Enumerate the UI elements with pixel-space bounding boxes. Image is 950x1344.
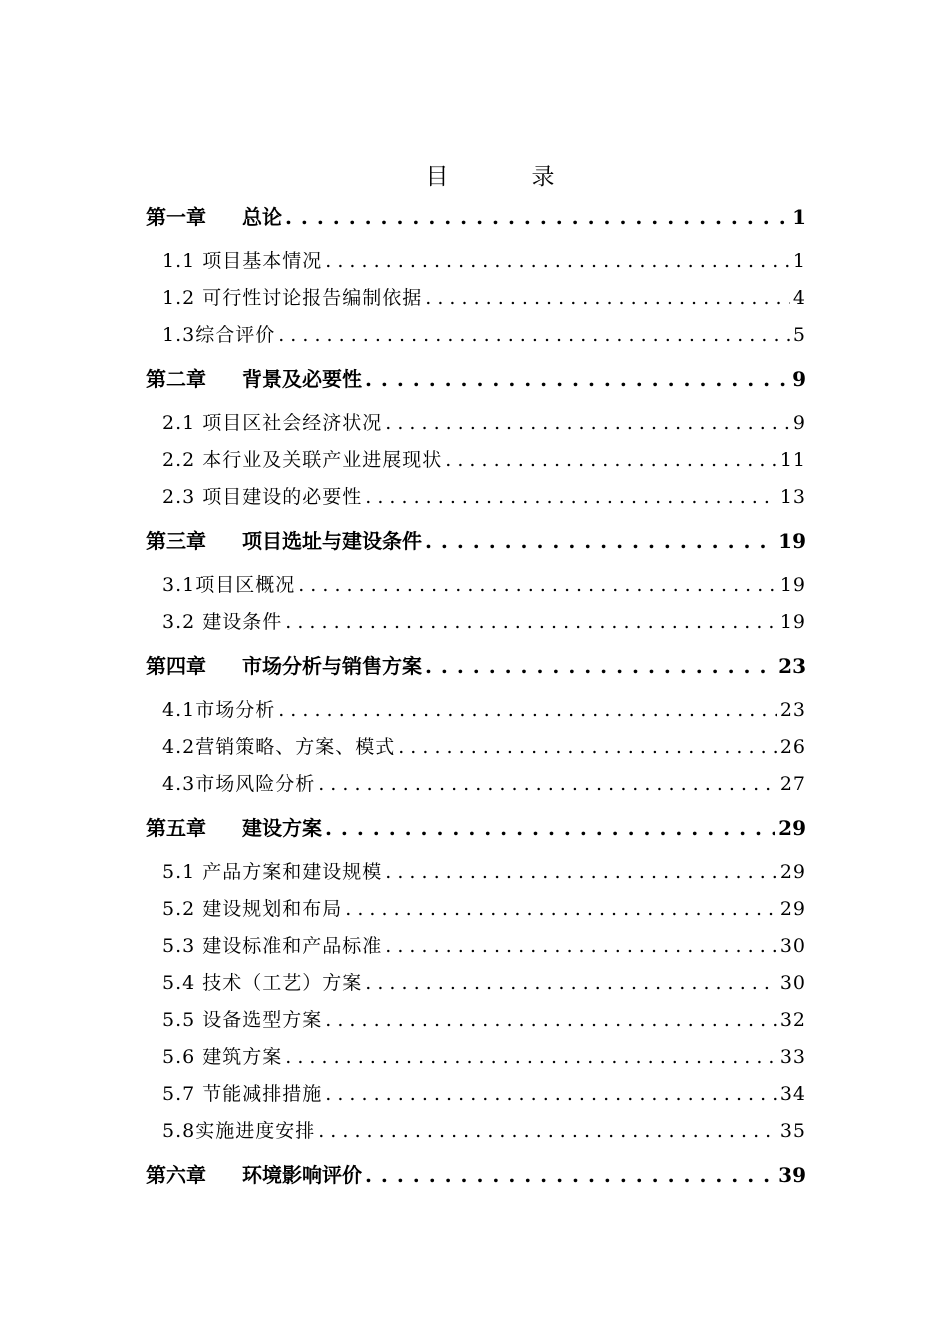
dot-leader <box>365 1158 775 1192</box>
page-number: 35 <box>779 1120 806 1142</box>
toc-chapter-entry[interactable] <box>146 811 806 845</box>
dot-leader <box>385 405 790 442</box>
page-number: 9 <box>792 367 806 391</box>
dot-leader <box>425 649 775 683</box>
page-number: 29 <box>779 861 806 883</box>
chapter-number: 第一章 <box>146 205 206 229</box>
toc-section-entry[interactable] <box>146 243 806 280</box>
section-label: 4.3市场风险分析 <box>162 773 316 795</box>
dot-leader <box>365 965 777 1002</box>
section-label: 5.2 建设规划和布局 <box>162 898 343 920</box>
page-number: 39 <box>778 1163 806 1187</box>
section-label: 5.3 建设标准和产品标准 <box>162 935 383 957</box>
chapter-title: 背景及必要性 <box>242 367 362 391</box>
toc-section-entry[interactable] <box>146 1002 806 1039</box>
page-number: 30 <box>779 935 806 957</box>
dot-leader <box>325 811 775 845</box>
section-label: 5.7 节能减排措施 <box>162 1083 323 1105</box>
dot-leader <box>398 729 777 766</box>
page-number: 19 <box>779 574 806 596</box>
page-number: 30 <box>779 972 806 994</box>
page-number: 27 <box>779 773 806 795</box>
toc-chapter-entry[interactable] <box>146 200 806 234</box>
section-label: 4.2营销策略、方案、模式 <box>162 736 396 758</box>
dot-leader <box>278 692 777 729</box>
page-number: 1 <box>792 205 806 229</box>
dot-leader <box>365 479 777 516</box>
page-number: 26 <box>779 736 806 758</box>
page-number: 19 <box>778 529 806 553</box>
toc-section-entry[interactable] <box>146 891 806 928</box>
toc-section-entry[interactable] <box>146 479 806 516</box>
dot-leader <box>325 243 790 280</box>
toc-section-entry[interactable] <box>146 729 806 766</box>
chapter-title: 建设方案 <box>242 816 322 840</box>
dot-leader <box>278 317 790 354</box>
page-number: 23 <box>778 654 806 678</box>
toc-section-entry[interactable] <box>146 928 806 965</box>
section-label: 5.8实施进度安排 <box>162 1120 316 1142</box>
toc-section-entry[interactable] <box>146 1113 806 1150</box>
dot-leader <box>425 280 790 317</box>
page-number: 1 <box>792 250 806 272</box>
page-number: 34 <box>779 1083 806 1105</box>
toc-section-entry[interactable] <box>146 405 806 442</box>
section-label: 5.1 产品方案和建设规模 <box>162 861 383 883</box>
dot-leader <box>385 928 777 965</box>
toc-section-entry[interactable] <box>146 317 806 354</box>
toc-chapter-entry[interactable] <box>146 524 806 558</box>
section-label: 3.1项目区概况 <box>162 574 296 596</box>
chapter-title: 市场分析与销售方案 <box>242 654 422 678</box>
dot-leader <box>298 567 777 604</box>
page-number: 33 <box>779 1046 806 1068</box>
chapter-title: 环境影响评价 <box>242 1163 362 1187</box>
page-number: 9 <box>792 412 806 434</box>
section-label: 1.1 项目基本情况 <box>162 250 323 272</box>
dot-leader <box>385 854 777 891</box>
page-number: 29 <box>779 898 806 920</box>
dot-leader <box>318 1113 777 1150</box>
toc-section-entry[interactable] <box>146 1039 806 1076</box>
toc-section-entry[interactable] <box>146 1076 806 1113</box>
dot-leader <box>285 604 777 641</box>
toc-section-entry[interactable] <box>146 854 806 891</box>
section-label: 5.4 技术（工艺）方案 <box>162 972 363 994</box>
toc-section-entry[interactable] <box>146 280 806 317</box>
chapter-label <box>146 811 322 845</box>
toc-section-entry[interactable] <box>146 567 806 604</box>
page-number: 4 <box>792 287 806 309</box>
chapter-label <box>146 200 282 234</box>
page-number: 13 <box>779 486 806 508</box>
toc-section-entry[interactable] <box>146 965 806 1002</box>
chapter-number: 第六章 <box>146 1163 206 1187</box>
toc-chapter-entry[interactable] <box>146 649 806 683</box>
section-label: 2.1 项目区社会经济状况 <box>162 412 383 434</box>
chapter-label <box>146 524 422 558</box>
dot-leader <box>285 1039 777 1076</box>
dot-leader <box>345 891 777 928</box>
section-label: 2.3 项目建设的必要性 <box>162 486 363 508</box>
dot-leader <box>325 1002 777 1039</box>
toc-chapter-entry[interactable] <box>146 362 806 396</box>
toc-section-entry[interactable] <box>146 692 806 729</box>
table-of-contents <box>146 200 806 1201</box>
dot-leader <box>365 362 789 396</box>
chapter-label <box>146 649 422 683</box>
chapter-title: 总论 <box>242 205 282 229</box>
page-number: 19 <box>779 611 806 633</box>
section-label: 5.6 建筑方案 <box>162 1046 283 1068</box>
section-label: 3.2 建设条件 <box>162 611 283 633</box>
chapter-number: 第三章 <box>146 529 206 553</box>
toc-section-entry[interactable] <box>146 766 806 803</box>
section-label: 1.2 可行性讨论报告编制依据 <box>162 287 423 309</box>
toc-chapter-entry[interactable] <box>146 1158 806 1192</box>
toc-section-entry[interactable] <box>146 604 806 641</box>
section-label: 5.5 设备选型方案 <box>162 1009 323 1031</box>
dot-leader <box>425 524 775 558</box>
page-number: 29 <box>778 816 806 840</box>
chapter-number: 第四章 <box>146 654 206 678</box>
toc-heading: 目 录 <box>425 164 585 190</box>
section-label: 1.3综合评价 <box>162 324 276 346</box>
dot-leader <box>445 442 777 479</box>
page-number: 23 <box>779 699 806 721</box>
dot-leader <box>318 766 777 803</box>
section-label: 2.2 本行业及关联产业进展现状 <box>162 449 443 471</box>
dot-leader <box>285 200 789 234</box>
chapter-number: 第五章 <box>146 816 206 840</box>
chapter-label <box>146 362 362 396</box>
dot-leader <box>325 1076 777 1113</box>
page-number: 11 <box>779 449 806 471</box>
chapter-number: 第二章 <box>146 367 206 391</box>
chapter-label <box>146 1158 362 1192</box>
chapter-title: 项目选址与建设条件 <box>242 529 422 553</box>
section-label: 4.1市场分析 <box>162 699 276 721</box>
toc-section-entry[interactable] <box>146 442 806 479</box>
page-number: 32 <box>779 1009 806 1031</box>
page-number: 5 <box>792 324 806 346</box>
